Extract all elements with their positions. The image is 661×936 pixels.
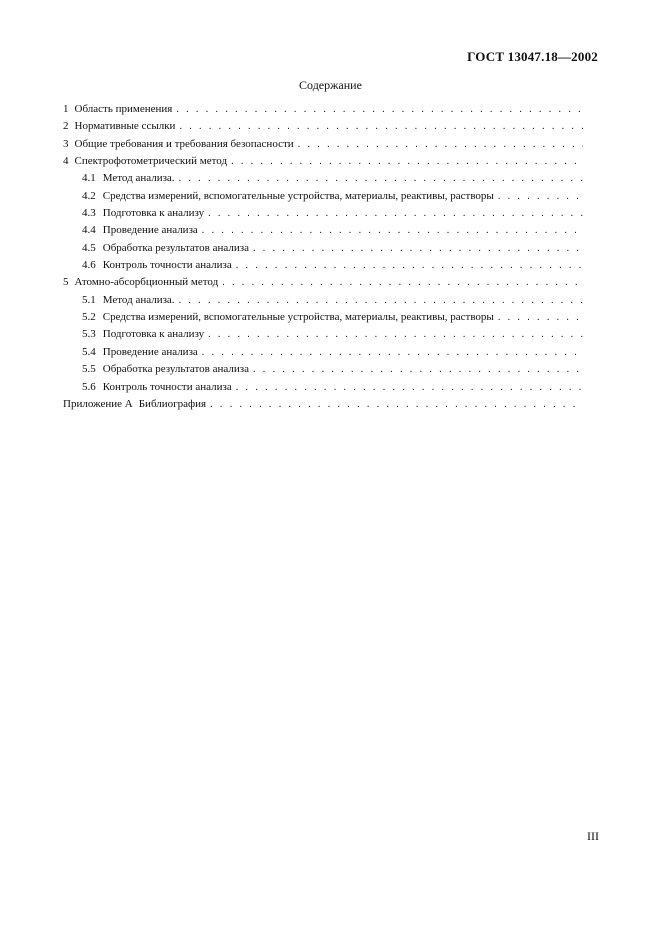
dot-leader xyxy=(202,344,583,361)
toc-entry-label: Нормативные ссылки xyxy=(74,120,176,133)
page-number: III xyxy=(587,829,599,843)
toc-entry-label: Контроль точности анализа xyxy=(102,380,232,393)
toc-entry-number: 4 xyxy=(63,155,69,168)
toc-entry-number: 4.6 xyxy=(82,259,96,272)
toc-entry-label: Средства измерений, вспомогательные устройства, материалы, реактивы, растворы xyxy=(102,311,494,324)
toc-entry-number: 4.5 xyxy=(82,241,96,254)
toc-entry-5-6 xyxy=(63,379,583,396)
dot-leader xyxy=(179,118,583,135)
toc-entry-number: 4.3 xyxy=(82,207,96,220)
toc-entry-number: 4.4 xyxy=(82,224,96,237)
toc-entry-number: 5.6 xyxy=(82,380,96,393)
toc-entry-4-4 xyxy=(63,222,583,239)
toc-entry-5 xyxy=(63,274,583,291)
toc-entry-number: Приложение А xyxy=(63,397,133,410)
dot-leader xyxy=(208,326,583,343)
dot-leader xyxy=(253,361,583,378)
toc-entry-number: 5.2 xyxy=(82,311,96,324)
toc-entry-5-4 xyxy=(63,344,583,361)
toc-entry-4-2 xyxy=(63,188,583,205)
standard-code: ГОСТ 13047.18—2002 xyxy=(467,49,598,64)
dot-leader xyxy=(202,222,583,239)
toc-entry-4-1 xyxy=(63,170,583,187)
toc-entry-label: Метод анализа. xyxy=(102,172,175,185)
toc-entry-number: 5.4 xyxy=(82,345,96,358)
dot-leader xyxy=(236,257,583,274)
toc-entry-1 xyxy=(63,101,583,118)
toc-entry-4-6 xyxy=(63,257,583,274)
toc-entry-appendix-a xyxy=(63,396,583,413)
toc-entry-number: 5.5 xyxy=(82,363,96,376)
dot-leader xyxy=(236,379,583,396)
toc-entry-number: 5 xyxy=(63,276,69,289)
toc-entry-label: Спектрофотометрический метод xyxy=(74,155,228,168)
toc-entry-label: Проведение анализа xyxy=(102,224,198,237)
toc-entry-5-1 xyxy=(63,292,583,309)
toc-entry-4-5 xyxy=(63,240,583,257)
toc-entry-number: 4.2 xyxy=(82,189,96,202)
dot-leader xyxy=(210,396,583,413)
toc-entry-label: Контроль точности анализа xyxy=(102,259,232,272)
toc-entry-label: Подготовка к анализу xyxy=(102,207,205,220)
dot-leader xyxy=(231,153,583,170)
dot-leader xyxy=(176,101,583,118)
toc-title: Содержание xyxy=(299,78,362,92)
toc-entry-5-2 xyxy=(63,309,583,326)
toc-entry-4-3 xyxy=(63,205,583,222)
toc-entry-label: Метод анализа. xyxy=(102,293,175,306)
toc-entry-3 xyxy=(63,136,583,153)
toc-entry-number: 2 xyxy=(63,120,69,133)
toc-entry-number: 5.1 xyxy=(82,293,96,306)
table-of-contents xyxy=(63,101,583,413)
dot-leader xyxy=(253,240,583,257)
toc-entry-number: 3 xyxy=(63,137,69,150)
dot-leader xyxy=(208,205,583,222)
toc-entry-5-5 xyxy=(63,361,583,378)
dot-leader xyxy=(179,292,583,309)
toc-entry-label: Средства измерений, вспомогательные устройства, материалы, реактивы, растворы xyxy=(102,189,494,202)
toc-entry-label: Подготовка к анализу xyxy=(102,328,205,341)
dot-leader xyxy=(498,309,583,326)
toc-entry-label: Проведение анализа xyxy=(102,345,198,358)
toc-entry-label: Общие требования и требования безопасности xyxy=(74,137,294,150)
dot-leader xyxy=(222,274,583,291)
dot-leader xyxy=(298,136,583,153)
dot-leader xyxy=(498,188,583,205)
toc-entry-label: Библиография xyxy=(138,397,207,410)
toc-entry-number: 1 xyxy=(63,103,69,115)
toc-entry-label: Обработка результатов анализа xyxy=(102,363,249,376)
toc-entry-number: 4.1 xyxy=(82,172,96,185)
toc-entry-4 xyxy=(63,153,583,170)
toc-entry-label: Атомно-абсорбционный метод xyxy=(74,276,219,289)
toc-entry-5-3 xyxy=(63,326,583,343)
toc-entry-label: Обработка результатов анализа xyxy=(102,241,249,254)
toc-entry-number: 5.3 xyxy=(82,328,96,341)
toc-entry-2 xyxy=(63,118,583,135)
dot-leader xyxy=(179,170,583,187)
toc-entry-label: Область применения xyxy=(74,103,173,115)
